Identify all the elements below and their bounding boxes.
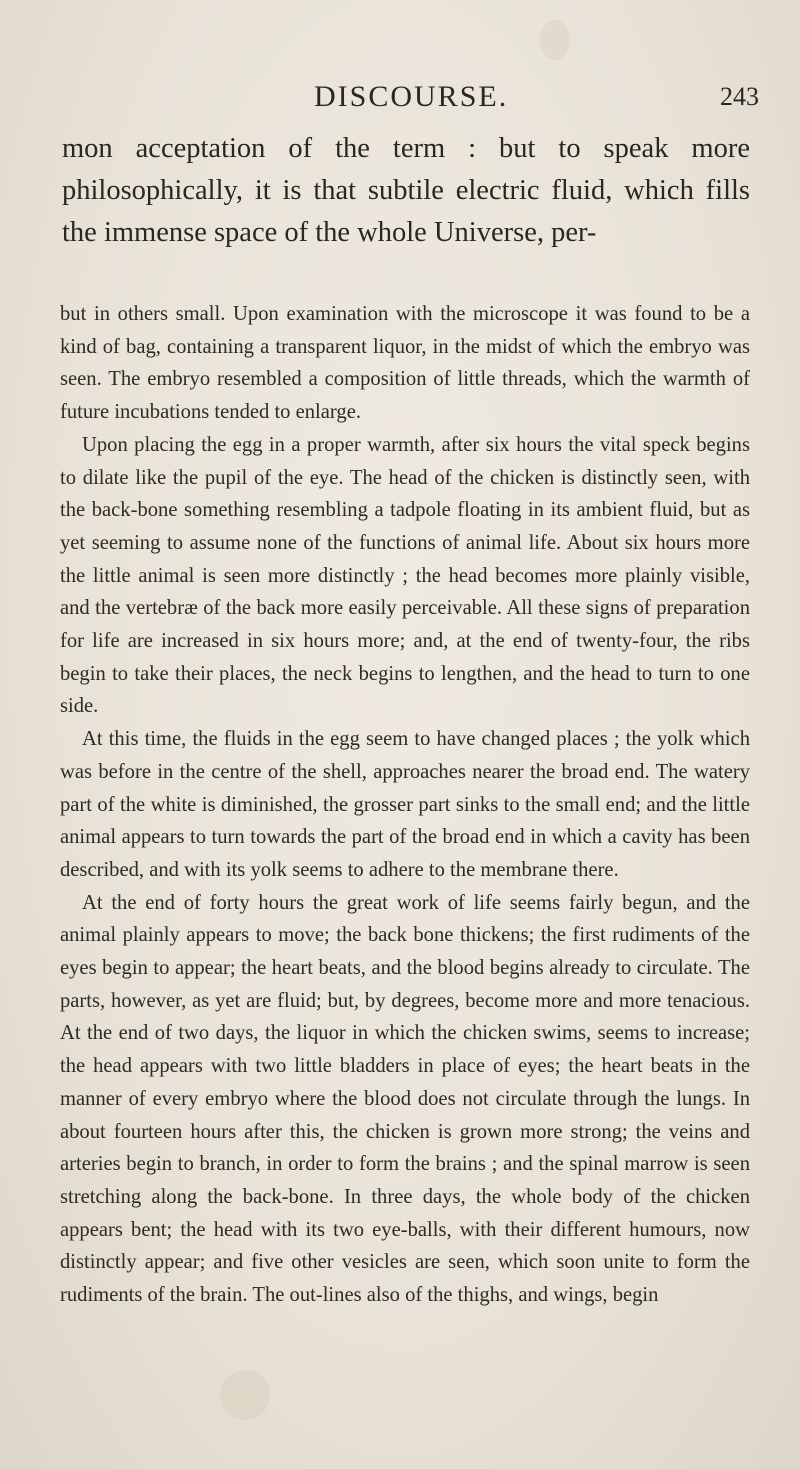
paper-stain <box>540 20 570 60</box>
intro-paragraph: mon acceptation of the term : but to speak more philosophically, it is that subtile electric fluid, which fills the immense space of the whole Universe, per- <box>62 133 750 248</box>
running-title: DISCOURSE. <box>314 80 509 113</box>
paragraph: but in others small. Upon examination with the microscope it was found to be a kind of bag, containing a transparent liquor, in the midst of which the embryo was seen. The embryo resembled a composition of little threads, which the warmth of future incubations tended to enlarge. <box>60 303 750 424</box>
paragraph: Upon placing the egg in a proper warmth, after six hours the vital speck begins to dilate like the pupil of the eye. The head of the chicken is distinctly seen, with the back-bone something resembling a tadpole floating in its ambient fluid, but as yet seeming to assume none of the functions of animal life. About six hours more the little animal is seen more distinctly ; the head becomes more plainly visible, and the vertebræ of the back more easily perceivable. All these signs of preparation for life are increased in six hours more; and, at the end of twenty-four, the ribs begin to take their places, the neck begins to lengthen, and the head to turn to one side. <box>60 433 750 718</box>
page-number: 243 <box>720 82 759 111</box>
paragraph: At this time, the fluids in the egg seem to have changed places ; the yolk which was before in the centre of the shell, approaches nearer the broad end. The watery part of the white is diminished, the grosser part sinks to the small end; and the little animal appears to turn towards the part of the broad end in which a cavity has been described, and with its yolk seems to adhere to the membrane there. <box>60 728 750 881</box>
paper-stain <box>220 1370 270 1420</box>
page-header <box>0 80 800 120</box>
paragraph: At the end of forty hours the great work of life seems fairly begun, and the animal plainly appears to move; the back bone thickens; the first rudiments of the eyes begin to appear; the heart beats, and the blood begins already to circulate. The parts, however, as yet are fluid; but, by degrees, become more and more tenacious. At the end of two days, the liquor in which the chicken swims, seems to increase; the head appears with two little bladders in place of eyes; the heart beats in the manner of every embryo where the blood does not circulate through the lungs. In about fourteen hours after this, the chicken is grown more strong; the veins and arteries begin to branch, in order to form the brains ; and the spinal marrow is seen stretching along the back-bone. In three days, the whole body of the chicken appears bent; the head with its two eye-balls, with their different humours, now distinctly appear; and five other vesicles are seen, which soon unite to form the rudiments of the brain. The out-lines also of the thighs, and wings, begin <box>60 891 750 1307</box>
main-text <box>60 298 750 1312</box>
large-type-passage <box>62 128 750 254</box>
